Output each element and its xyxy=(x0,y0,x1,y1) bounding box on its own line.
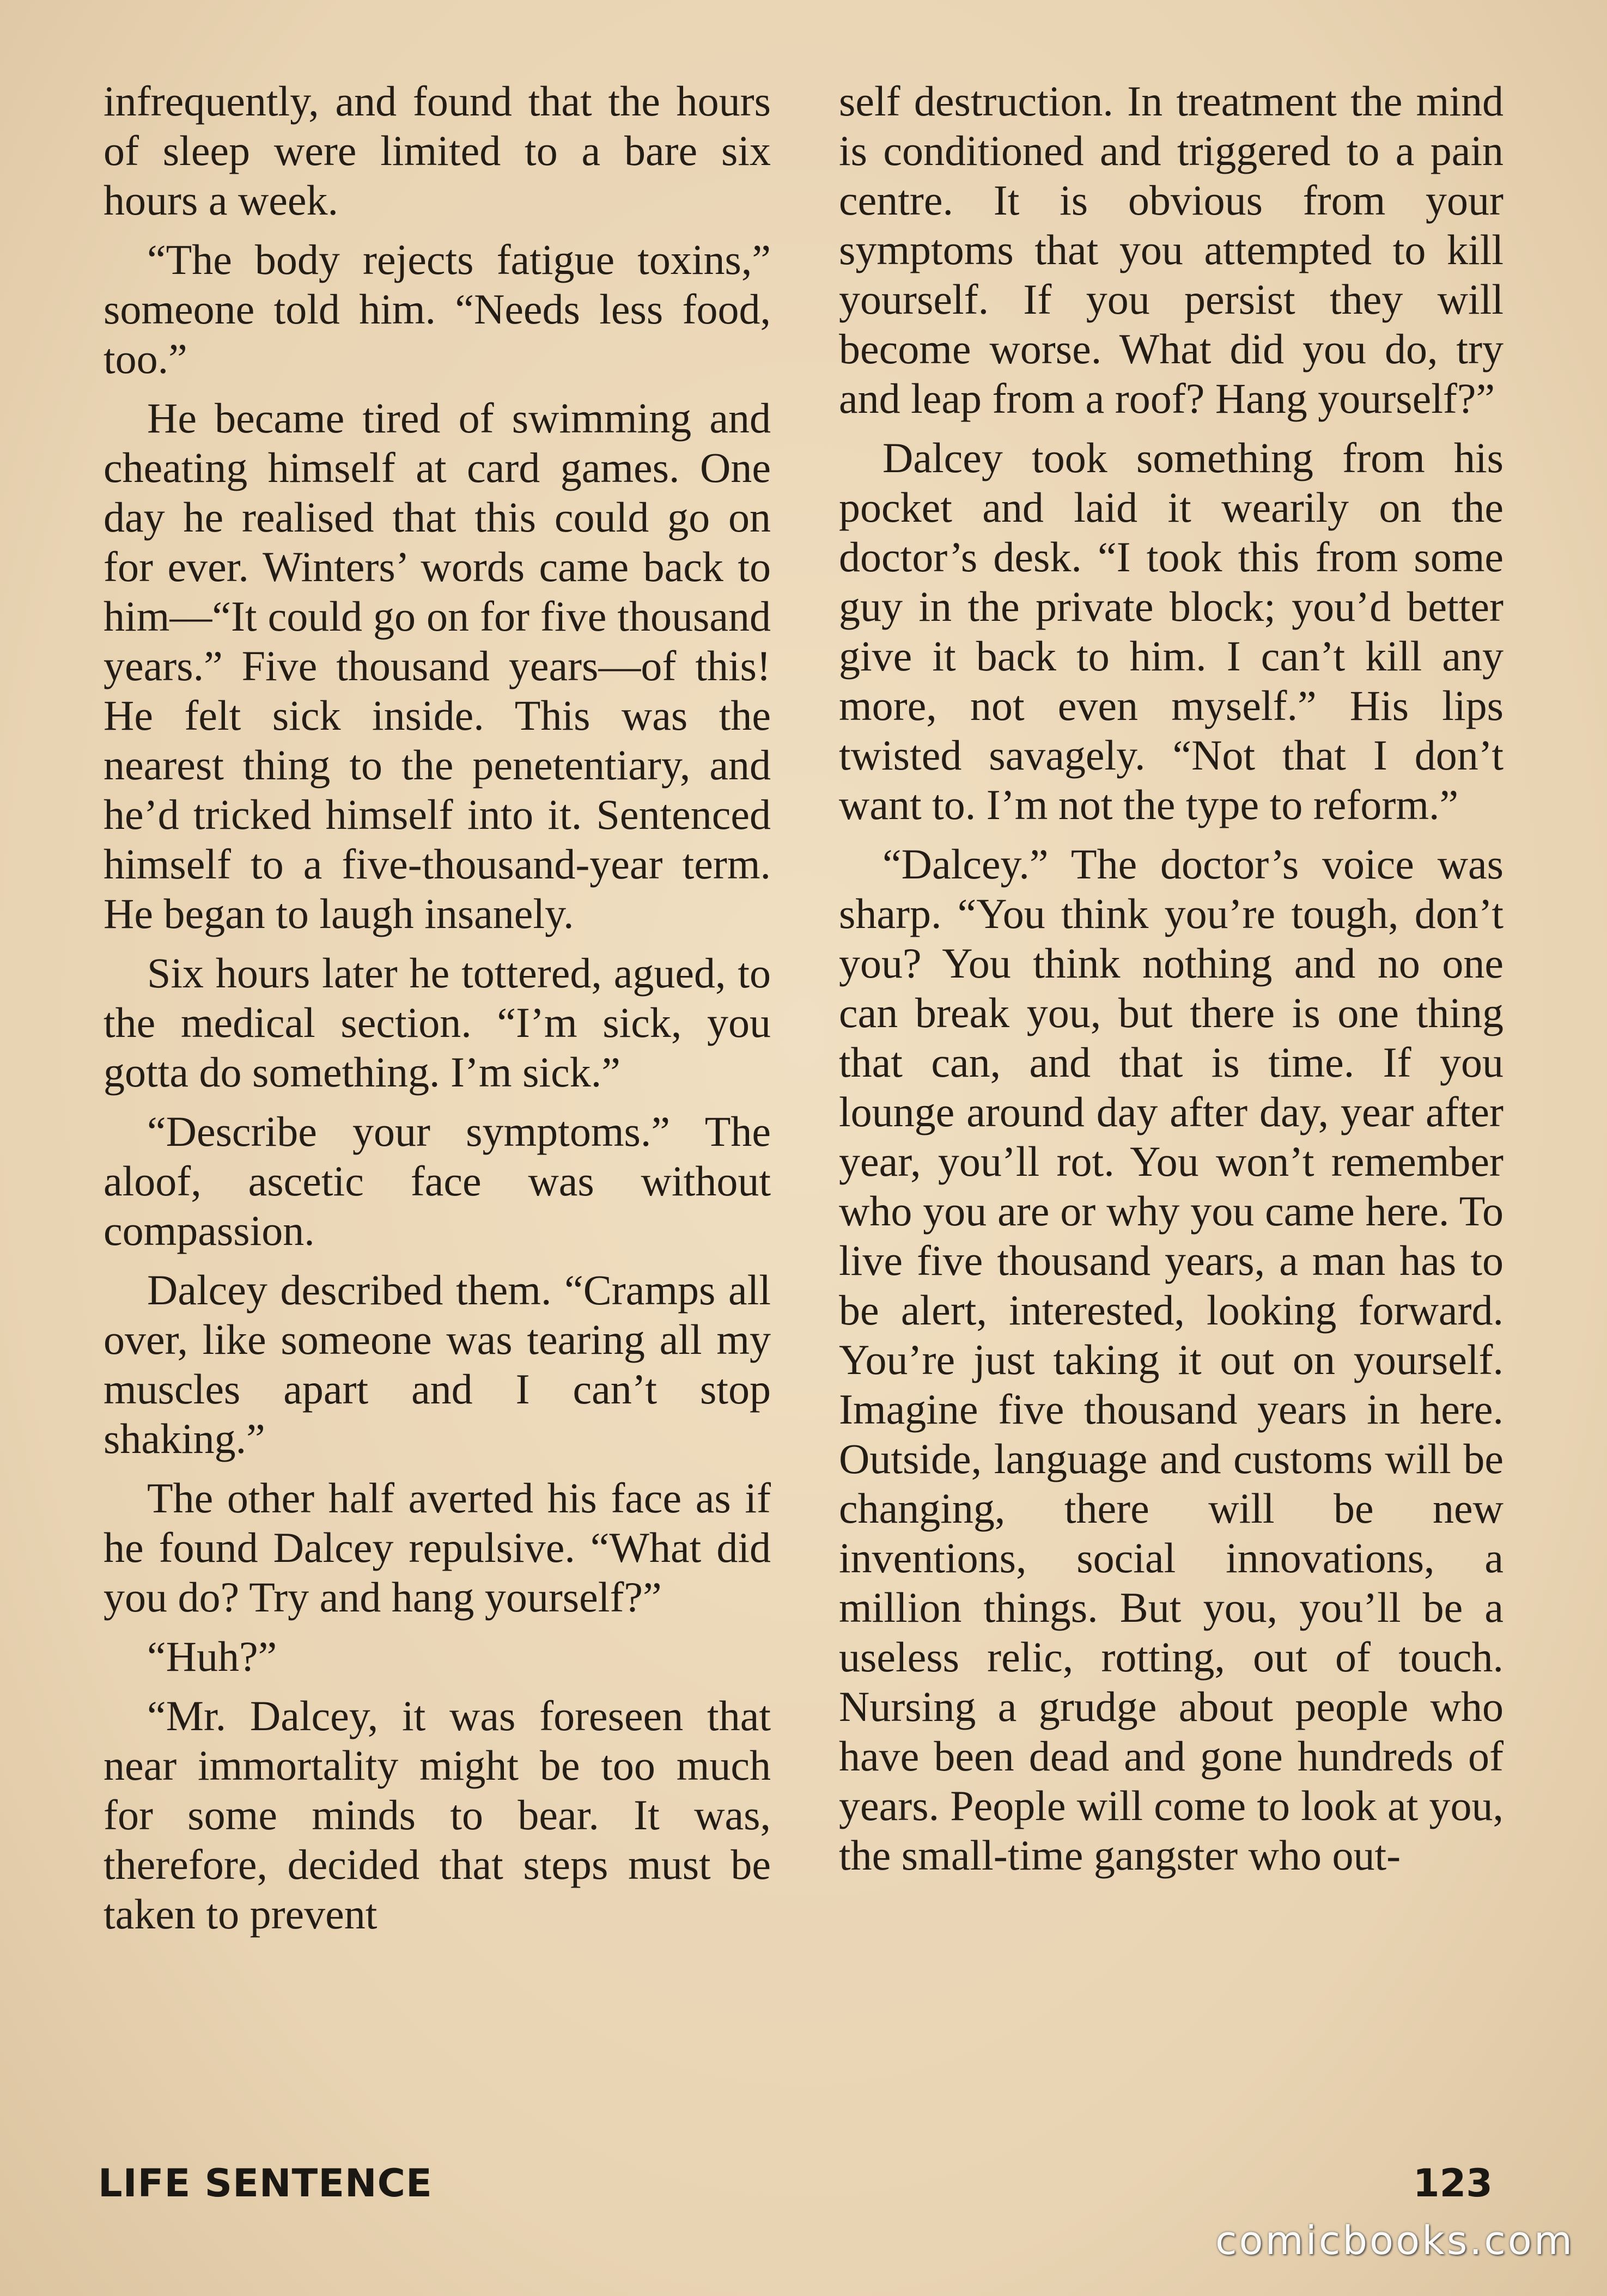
paragraph: “Huh?” xyxy=(147,1633,277,1680)
paragraph: The other half averted his face as if he found Dalcey repulsive. “What did you do? Try and hang yourself?” xyxy=(104,1474,771,1621)
paragraph: “The body rejects fatigue toxins,” someone told him. “Needs less food, too.” xyxy=(104,236,771,382)
paragraph: “Mr. Dalcey, it was foreseen that near immortality might be too much for some minds to bear. It was, therefore, decided that steps must be taken to prevent xyxy=(104,1692,771,1938)
paragraph: Dalcey described them. “Cramps all over, like someone was tearing all my muscles apart and I can’t stop shaking.” xyxy=(104,1266,771,1462)
paragraph: Six hours later he tottered, agued, to the medical section. “I’m sick, you gotta do something. I’m sick.” xyxy=(104,949,771,1096)
paragraph: self destruction. In treatment the mind is conditioned and triggered to a pain centre. It is obvious from your symptoms that you attempted to kill yourself. If you persist they will become worse. What did you do, try and leap from a roof? Hang yourself?” xyxy=(839,77,1503,422)
text-column-left xyxy=(104,76,771,1949)
site-watermark: comicbooks.com xyxy=(1215,2218,1574,2263)
paragraph: infrequently, and found that the hours of sleep were limited to a bare six hours a week. xyxy=(104,77,771,224)
page-number: 123 xyxy=(1413,2161,1493,2206)
paragraph: Dalcey took something from his pocket and laid it wearily on the doctor’s desk. “I took this from some guy in the private block; you’d better give it back to him. I can’t kill any more, not even myself.” His lips twisted savagely. “Not that I don’t want to. I’m not the type to reform.” xyxy=(839,434,1503,828)
paragraph: “Describe your symptoms.” The aloof, ascetic face was without compassion. xyxy=(104,1108,771,1254)
paragraph: “Dalcey.” The doctor’s voice was sharp. “You think you’re tough, don’t you? You think nothing and no one can break you, but there is one thing that can, and that is time. If you lounge around day after day, year after year, you’ll rot. You won’t remember who you are or why you came here. To live five thousand years, a man has to be alert, interested, looking forward. You’re just taking it out on yourself. Imagine five thousand years in here. Outside, language and customs will be changing, there will be new inventions, social innovations, a million things. But you, you’ll be a useless relic, rotting, out of touch. Nursing a grudge about people who have been dead and gone hundreds of years. People will come to look at you, the small-time gangster who out- xyxy=(839,840,1503,1879)
running-title: LIFE SENTENCE xyxy=(98,2161,433,2206)
text-column-right xyxy=(839,76,1503,1890)
paragraph: He became tired of swimming and cheating himself at card games. One day he realised that this could go on for ever. Winters’ words came back to him—“It could go on for five thousand years.” Five thousand years—of this! He felt sick inside. This was the nearest thing to the penetentiary, and he’d tricked himself into it. Sentenced himself to a five-thousand-year term. He began to laugh insanely. xyxy=(104,394,771,937)
